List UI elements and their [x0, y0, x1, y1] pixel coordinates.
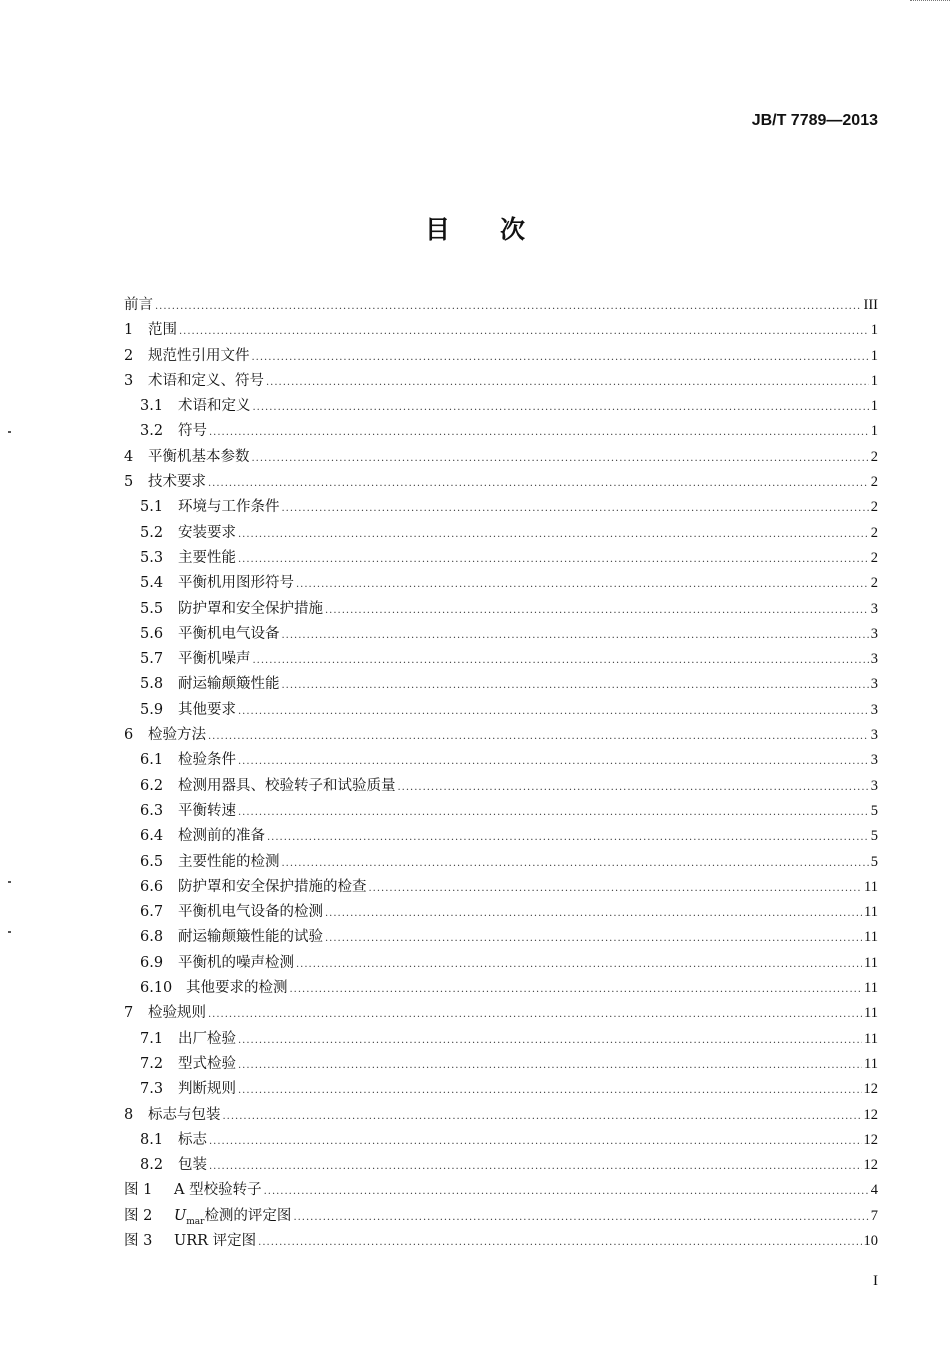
toc-entry[interactable] — [124, 799, 878, 824]
figure-label: A 型校验转子 — [174, 1182, 262, 1199]
toc-entry[interactable] — [124, 672, 878, 697]
toc-entry[interactable] — [124, 850, 878, 875]
figure-label-text: 检测的评定图 — [204, 1207, 292, 1224]
leader-dots — [238, 706, 869, 717]
symbol: U — [174, 1207, 187, 1224]
toc-entry[interactable] — [124, 597, 878, 622]
toc-entry-label: 防护罩和安全保护措施 — [178, 600, 323, 617]
toc-entry-page: 11 — [864, 929, 878, 946]
toc-entry[interactable] — [124, 1178, 878, 1203]
toc-entry-label: 术语和定义、符号 — [148, 372, 264, 389]
toc-entry-page: 11 — [864, 1055, 878, 1072]
toc-entry[interactable] — [124, 1052, 878, 1077]
leader-dots — [264, 1186, 869, 1197]
toc-entry[interactable] — [124, 495, 878, 520]
table-of-contents — [124, 293, 878, 1254]
toc-entry-number: 6.9 — [140, 954, 164, 971]
toc-entry-number: 6.2 — [140, 777, 164, 794]
toc-entry-label: 范围 — [148, 322, 177, 339]
toc-entry-page: 1 — [870, 398, 878, 415]
leader-dots — [179, 326, 869, 337]
toc-entry-page: 2 — [870, 448, 878, 465]
toc-entry-label: 符号 — [178, 423, 207, 440]
toc-entry-page: 3 — [870, 651, 878, 668]
toc-entry-label: 判断规则 — [178, 1081, 236, 1098]
leader-dots — [208, 1009, 862, 1020]
toc-entry-page: 4 — [870, 1182, 878, 1199]
toc-entry[interactable] — [124, 723, 878, 748]
toc-entry-label: 出厂检验 — [178, 1030, 236, 1047]
toc-entry-label: 平衡机噪声 — [178, 651, 251, 668]
toc-entry[interactable] — [124, 951, 878, 976]
figure-label: URR 评定图 — [174, 1232, 257, 1249]
leader-dots — [155, 301, 862, 312]
toc-entry-number: 6.5 — [140, 853, 164, 870]
scan-artifact — [910, 0, 950, 5]
leader-dots — [369, 883, 863, 894]
leader-dots — [266, 377, 869, 388]
toc-entry-number: 4 — [124, 448, 134, 465]
toc-entry-number: 5.9 — [140, 701, 164, 718]
toc-entry-number: 7.3 — [140, 1081, 164, 1098]
toc-entry-page: 5 — [870, 853, 878, 870]
toc-entry-number: 5.4 — [140, 575, 164, 592]
leader-dots — [253, 402, 869, 413]
figure-number: 图 2 — [124, 1207, 153, 1224]
toc-entry-page: 12 — [863, 1157, 878, 1174]
toc-entry-page: 10 — [863, 1232, 878, 1249]
toc-entry-number: 3.1 — [140, 398, 164, 415]
toc-entry[interactable] — [124, 1229, 878, 1254]
toc-entry-number: 2 — [124, 347, 134, 364]
toc-entry-page: 1 — [870, 347, 878, 364]
toc-entry-number: 5.6 — [140, 625, 164, 642]
page-number: I — [873, 1273, 878, 1289]
toc-entry[interactable] — [124, 470, 878, 495]
toc-entry[interactable] — [124, 698, 878, 723]
toc-entry-label: 包装 — [178, 1157, 207, 1174]
toc-entry[interactable] — [124, 1103, 878, 1128]
toc-entry-page: 11 — [864, 980, 878, 997]
leader-dots — [209, 1136, 862, 1147]
toc-entry[interactable] — [124, 369, 878, 394]
toc-entry-label: 检验条件 — [178, 752, 236, 769]
leader-dots — [238, 807, 869, 818]
toc-entry-label: 主要性能的检测 — [178, 853, 280, 870]
leader-dots — [253, 655, 869, 666]
toc-entry-page: 5 — [870, 802, 878, 819]
toc-entry-page: 2 — [870, 524, 878, 541]
toc-entry-label: 其他要求 — [178, 701, 236, 718]
toc-entry-page: III — [863, 297, 878, 313]
toc-entry-number: 6.8 — [140, 929, 164, 946]
toc-entry-page: 3 — [870, 701, 878, 718]
leader-dots — [282, 630, 869, 641]
scan-mark — [8, 881, 11, 883]
toc-entry-number: 6.10 — [140, 980, 173, 997]
leader-dots — [209, 1161, 862, 1172]
toc-entry[interactable] — [124, 1027, 878, 1052]
toc-entry-page: 11 — [864, 1030, 878, 1047]
toc-entry-number: 6.6 — [140, 878, 164, 895]
toc-entry-page: 5 — [870, 828, 878, 845]
toc-entry-page: 3 — [870, 777, 878, 794]
toc-entry-label: 环境与工作条件 — [178, 499, 280, 516]
toc-entry[interactable] — [124, 1153, 878, 1178]
toc-entry[interactable] — [124, 1001, 878, 1026]
toc-entry-label: 平衡机基本参数 — [148, 448, 250, 465]
leader-dots — [252, 453, 869, 464]
leader-dots — [238, 756, 869, 767]
toc-entry-label: 耐运输颠簸性能 — [178, 676, 280, 693]
toc-entry[interactable] — [124, 748, 878, 773]
leader-dots — [282, 680, 869, 691]
toc-entry-label: 其他要求的检测 — [186, 980, 288, 997]
toc-entry-page: 1 — [870, 322, 878, 339]
toc-entry-page: 3 — [870, 625, 878, 642]
toc-entry[interactable] — [124, 521, 878, 546]
toc-entry[interactable] — [124, 318, 878, 343]
toc-entry-number: 5.8 — [140, 676, 164, 693]
toc-entry[interactable] — [124, 900, 878, 925]
toc-entry-number: 6.3 — [140, 802, 164, 819]
toc-entry-page: 2 — [870, 474, 878, 491]
toc-entry[interactable] — [124, 1204, 878, 1229]
toc-entry-number: 5.5 — [140, 600, 164, 617]
toc-entry-label: 型式检验 — [178, 1055, 236, 1072]
toc-entry-label: 标志与包装 — [148, 1106, 221, 1123]
toc-entry-label: 平衡机用图形符号 — [178, 575, 294, 592]
leader-dots — [209, 427, 869, 438]
toc-entry-label: 检验方法 — [148, 727, 206, 744]
leader-dots — [282, 858, 869, 869]
toc-entry-label: 平衡机的噪声检测 — [178, 954, 294, 971]
toc-entry[interactable] — [124, 546, 878, 571]
toc-entry-page: 12 — [863, 1106, 878, 1123]
toc-entry[interactable] — [124, 647, 878, 672]
leader-dots — [293, 1212, 868, 1223]
toc-entry-page: 3 — [870, 752, 878, 769]
toc-entry-page: 12 — [863, 1131, 878, 1148]
leader-dots — [282, 503, 869, 514]
toc-entry-page: 1 — [870, 423, 878, 440]
toc-entry-label: 检验规则 — [148, 1005, 206, 1022]
subscript: mar — [186, 1216, 205, 1227]
toc-entry-page: 11 — [864, 878, 878, 895]
leader-dots — [223, 1111, 862, 1122]
toc-entry-page: 3 — [870, 727, 878, 744]
leader-dots — [208, 478, 869, 489]
toc-entry[interactable] — [124, 571, 878, 596]
toc-entry-page: 2 — [870, 549, 878, 566]
leader-dots — [267, 832, 869, 843]
figure-number: 图 1 — [124, 1182, 153, 1199]
toc-entry-page: 11 — [864, 904, 878, 921]
toc-entry[interactable] — [124, 875, 878, 900]
toc-entry-number: 1 — [124, 322, 134, 339]
toc-entry-page: 2 — [870, 575, 878, 592]
toc-entry-page: 11 — [864, 1005, 878, 1022]
leader-dots — [296, 959, 862, 970]
leader-dots — [325, 605, 869, 616]
leader-dots — [296, 579, 869, 590]
leader-dots — [208, 731, 869, 742]
toc-entry-page: 3 — [870, 600, 878, 617]
toc-entry-label: 平衡转速 — [178, 802, 236, 819]
standard-number: JB/T 7789—2013 — [751, 112, 878, 129]
toc-entry-number: 8.2 — [140, 1157, 164, 1174]
toc-entry-page: 11 — [864, 954, 878, 971]
toc-entry-label: 前言 — [124, 297, 153, 313]
toc-entry-label: 技术要求 — [148, 474, 206, 491]
figure-label — [174, 1204, 291, 1227]
toc-entry[interactable] — [124, 774, 878, 799]
toc-entry-number: 6.4 — [140, 828, 164, 845]
toc-entry-number: 5.1 — [140, 499, 164, 516]
toc-entry-number: 5 — [124, 474, 134, 491]
toc-entry[interactable] — [124, 824, 878, 849]
toc-entry-number: 5.7 — [140, 651, 164, 668]
toc-entry[interactable] — [124, 419, 878, 444]
toc-entry[interactable] — [124, 394, 878, 419]
toc-entry-page: 1 — [870, 372, 878, 389]
toc-entry-label: 防护罩和安全保护措施的检查 — [178, 878, 367, 895]
toc-entry-number: 5.2 — [140, 524, 164, 541]
toc-entry-label: 平衡机电气设备的检测 — [178, 904, 323, 921]
toc-entry-page: 2 — [870, 499, 878, 516]
leader-dots — [398, 782, 869, 793]
toc-entry-page: 3 — [870, 676, 878, 693]
figure-number: 图 3 — [124, 1232, 153, 1249]
toc-entry-label: 术语和定义 — [178, 398, 251, 415]
leader-dots — [325, 933, 862, 944]
leader-dots — [238, 1035, 862, 1046]
toc-entry[interactable] — [124, 445, 878, 470]
toc-entry-page: 12 — [863, 1081, 878, 1098]
leader-dots — [238, 554, 869, 565]
toc-entry-number: 8 — [124, 1106, 134, 1123]
toc-entry-label: 检测用器具、校验转子和试验质量 — [178, 777, 396, 794]
toc-entry-number: 7.1 — [140, 1030, 164, 1047]
page-title: 目次 — [424, 215, 575, 244]
scan-mark — [8, 431, 11, 433]
toc-entry-label: 主要性能 — [178, 549, 236, 566]
toc-entry-number: 6.1 — [140, 752, 164, 769]
toc-entry-page: 7 — [870, 1207, 878, 1224]
leader-dots — [238, 1085, 862, 1096]
toc-entry-number: 7.2 — [140, 1055, 164, 1072]
toc-entry-number: 6.7 — [140, 904, 164, 921]
toc-entry[interactable] — [124, 1077, 878, 1102]
leader-dots — [252, 352, 869, 363]
toc-entry-number: 8.1 — [140, 1131, 164, 1148]
toc-entry-number: 3 — [124, 372, 134, 389]
toc-entry-number: 6 — [124, 727, 134, 744]
toc-entry[interactable] — [124, 293, 878, 318]
toc-entry-number: 5.3 — [140, 549, 164, 566]
toc-entry-label: 检测前的准备 — [178, 828, 265, 845]
toc-entry-label: 规范性引用文件 — [148, 347, 250, 364]
toc-entry[interactable] — [124, 976, 878, 1001]
toc-entry-label: 平衡机电气设备 — [178, 625, 280, 642]
toc-entry-label: 标志 — [178, 1131, 207, 1148]
toc-entry-label: 安装要求 — [178, 524, 236, 541]
toc-entry[interactable] — [124, 622, 878, 647]
leader-dots — [290, 984, 863, 995]
toc-entry-number: 7 — [124, 1005, 134, 1022]
leader-dots — [238, 1060, 862, 1071]
toc-entry-number: 3.2 — [140, 423, 164, 440]
toc-entry-label: 耐运输颠簸性能的试验 — [178, 929, 323, 946]
toc-entry[interactable] — [124, 925, 878, 950]
leader-dots — [238, 529, 869, 540]
leader-dots — [258, 1237, 861, 1248]
scan-mark — [8, 931, 11, 933]
toc-entry[interactable] — [124, 1128, 878, 1153]
leader-dots — [325, 908, 862, 919]
toc-entry[interactable] — [124, 344, 878, 369]
